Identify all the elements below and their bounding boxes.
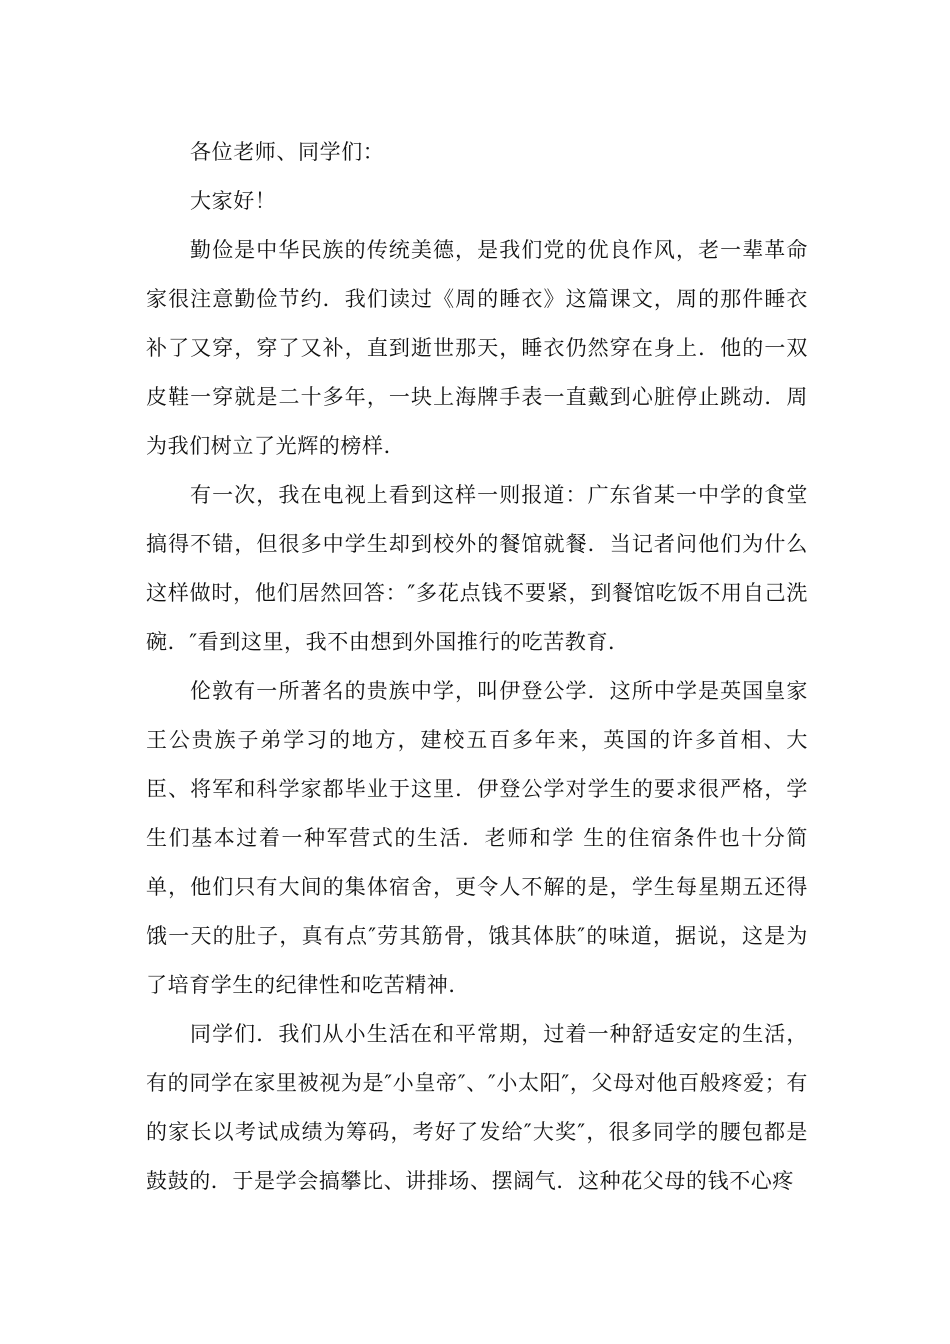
document-body (146, 128, 808, 1206)
body-paragraph: 同学们．我们从小生活在和平常期，过着一种舒适安定的生活，有的同学在家里被视为是″小皇帝″、″小太阳″，父母对他百般疼爱；有的家长以考试成绩为筹码，考好了发给″大奖″，很多同学的腰包都是鼓鼓的．于是学会搞攀比、讲排场、摆阔气．这种花父母的钱不心疼 (146, 1022, 808, 1193)
body-paragraph: 伦敦有一所著名的贵族中学，叫伊登公学．这所中学是英国皇家王公贵族子弟学习的地方，建校五百多年来，英国的许多首相、大臣、将军和科学家都毕业于这里．伊登公学对学生的要求很严格，学生们基本过着一种军营式的生活．老师和学 生的住宿条件也十分简单，他们只有大间的集体宿舍，更令人不解的是，学生每星期五还得饿一天的肚子，真有点″劳其筋骨，饿其体肤″的味道，据说，这是为了培育学生的纪律性和吃苦精神． (146, 679, 808, 997)
body-paragraph: 勤俭是中华民族的传统美德，是我们党的优良作风，老一辈革命家很注意勤俭节约．我们读过《周的睡衣》这篇课文，周的那件睡衣补了又穿，穿了又补，直到逝世那天，睡衣仍然穿在身上．他的一双皮鞋一穿就是二十多年，一块上海牌手表一直戴到心脏停止跳动．周为我们树立了光辉的榜样． (146, 238, 808, 458)
body-paragraph: 有一次，我在电视上看到这样一则报道：广东省某一中学的食堂搞得不错，但很多中学生却到校外的餐馆就餐．当记者问他们为什么这样做时，他们居然回答：″多花点钱不要紧，到餐馆吃饭不用自己洗碗．″看到这里，我不由想到外国推行的吃苦教育． (146, 483, 808, 654)
greeting-paragraph: 各位老师、同学们： (190, 140, 385, 164)
salutation-paragraph: 大家好！ (190, 189, 277, 213)
